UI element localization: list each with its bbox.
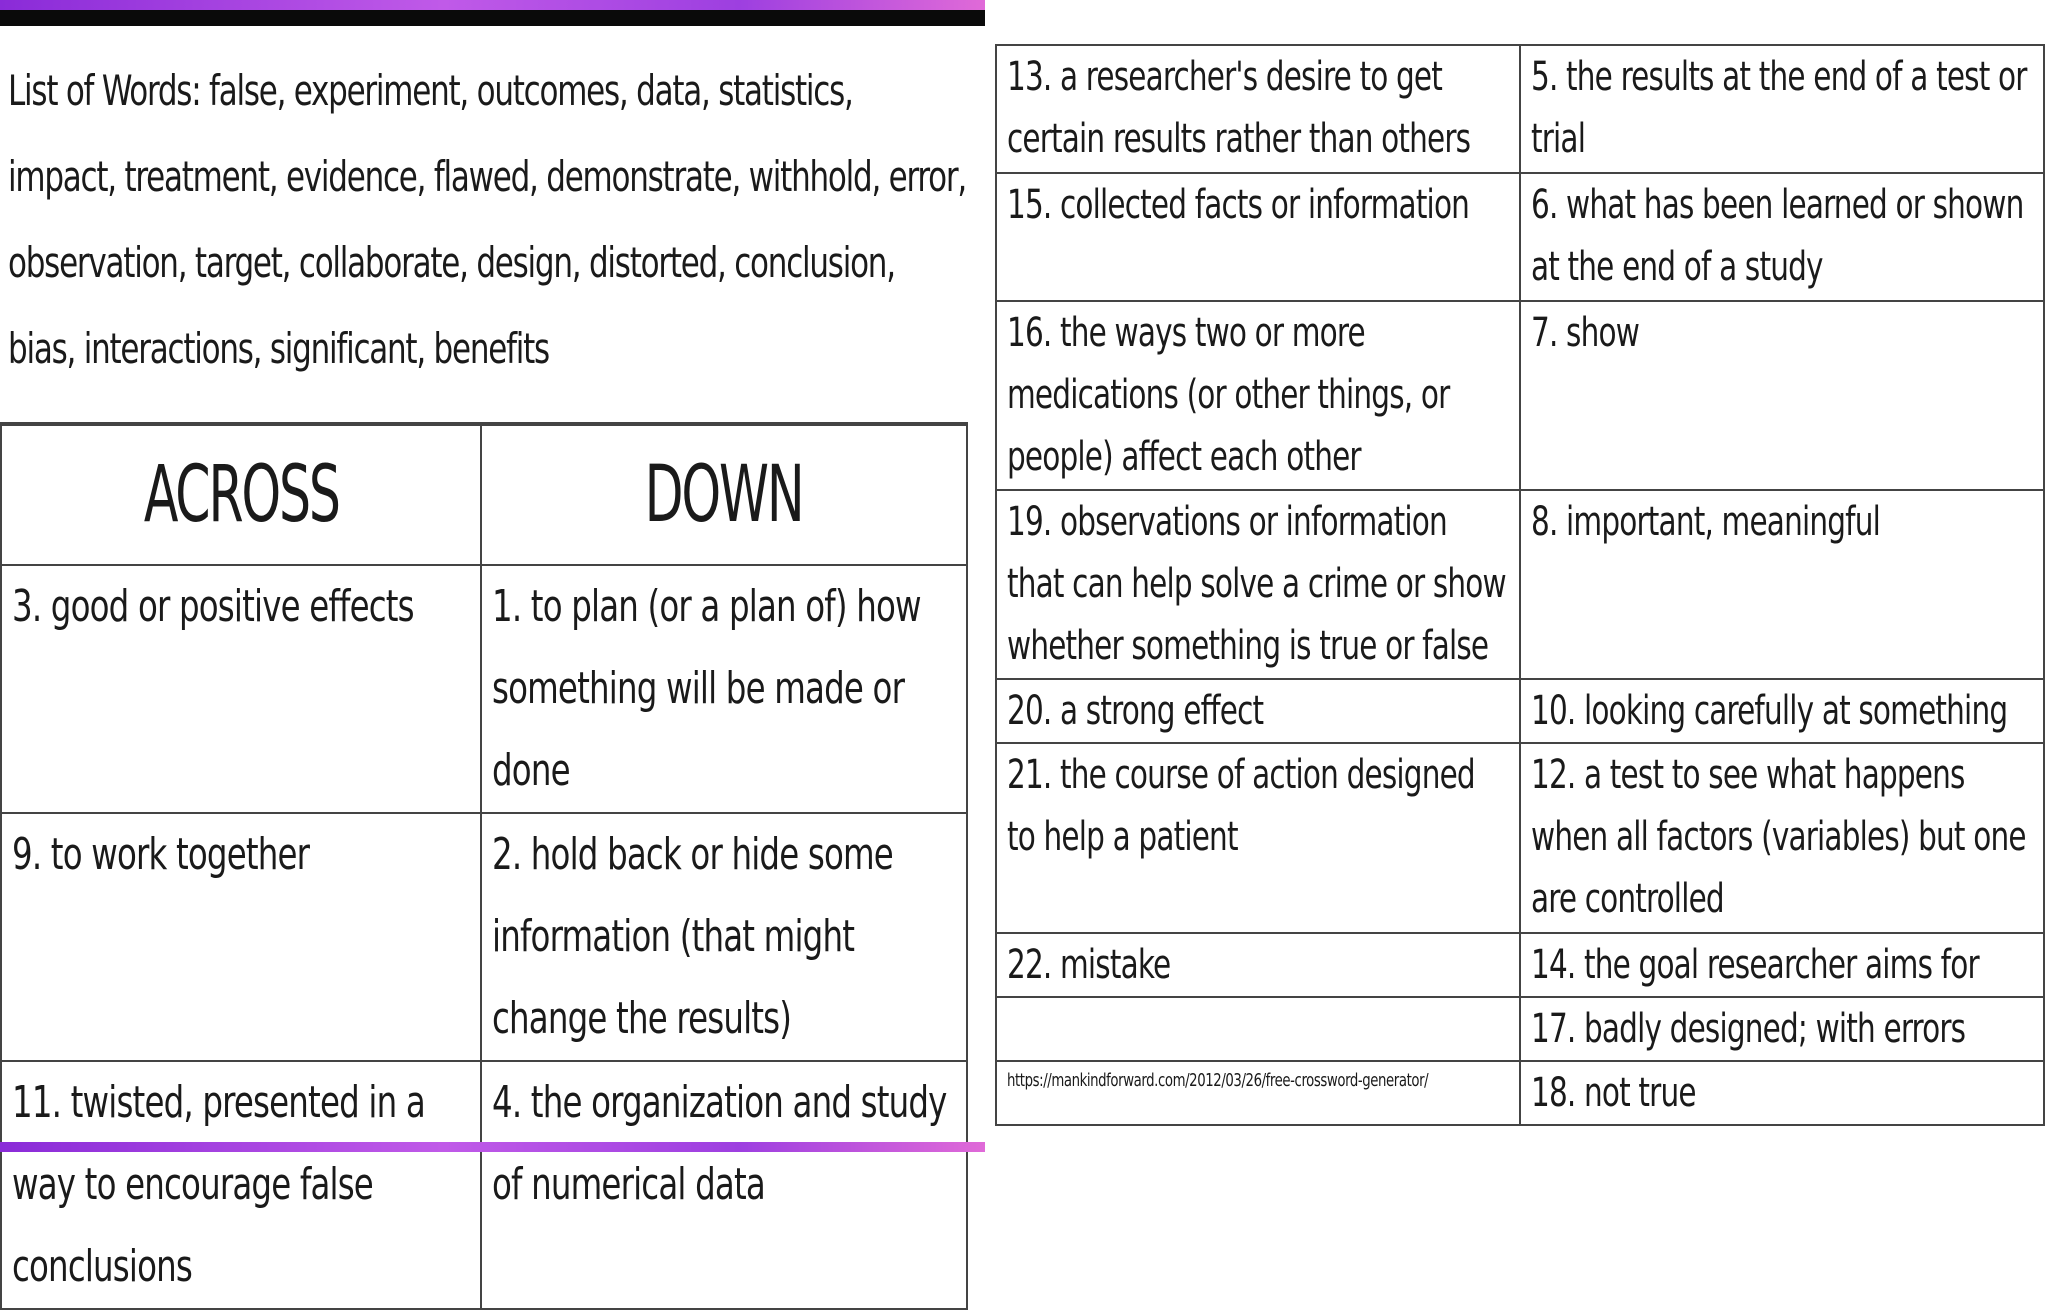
across-clue: 13. a researcher's desire to get certain results rather than others: [996, 45, 1520, 173]
table-row: [996, 933, 2044, 997]
clues-table-right: [995, 44, 2045, 1126]
table-row: [996, 301, 2044, 490]
table-row: [996, 173, 2044, 301]
across-clue: 11. twisted, presented in a way to encourage false conclusions: [1, 1061, 481, 1309]
down-clue: 7. show: [1520, 301, 2044, 490]
table-row: [996, 490, 2044, 679]
down-clue: 2. hold back or hide some information (that might change the results): [481, 813, 967, 1061]
table-row: [996, 743, 2044, 933]
down-header: DOWN: [481, 424, 967, 565]
down-clue: 12. a test to see what happens when all factors (variables) but one are controlled: [1520, 743, 2044, 933]
table-header-row: [1, 424, 967, 565]
table-row: [996, 45, 2044, 173]
across-clue: 21. the course of action designed to help a patient: [996, 743, 1520, 933]
table-row: [1, 813, 967, 1061]
top-divider-bar: [0, 10, 985, 26]
down-clue: 10. looking carefully at something: [1520, 679, 2044, 743]
table-row: [996, 997, 2044, 1061]
clues-table-left: [0, 422, 968, 1310]
table-row: [996, 1061, 2044, 1125]
across-clue: [996, 997, 1520, 1061]
down-clue: 17. badly designed; with errors: [1520, 997, 2044, 1061]
across-clue: 9. to work together: [1, 813, 481, 1061]
across-header: ACROSS: [1, 424, 481, 565]
down-clue: 6. what has been learned or shown at the end of a study: [1520, 173, 2044, 301]
across-clue: 20. a strong effect: [996, 679, 1520, 743]
across-clue: 19. observations or information that can help solve a crime or show whether something is true or false: [996, 490, 1520, 679]
across-clue: 3. good or positive effects: [1, 565, 481, 813]
credit-url: https://mankindforward.com/2012/03/26/free-crossword-generator/: [1007, 1070, 1429, 1091]
down-clue: 4. the organization and study of numerical data: [481, 1061, 967, 1309]
down-clue: 14. the goal researcher aims for: [1520, 933, 2044, 997]
down-clue: 18. not true: [1520, 1061, 2044, 1125]
table-row: [1, 1061, 967, 1309]
across-clue: 16. the ways two or more medications (or other things, or people) affect each other: [996, 301, 1520, 490]
table-row: [996, 679, 2044, 743]
word-list: List of Words: false, experiment, outcomes, data, statistics, impact, treatment, evidence, flawed, demonstrate, withhold, error, observation, target, collaborate, design, distorted, conclusion, bias, interactions, significant, benefits: [8, 66, 966, 373]
down-clue: 1. to plan (or a plan of) how something will be made or done: [481, 565, 967, 813]
table-row: [1, 565, 967, 813]
credit-cell: [996, 1061, 1520, 1125]
down-clue: 8. important, meaningful: [1520, 490, 2044, 679]
across-clue: 15. collected facts or information: [996, 173, 1520, 301]
down-clue: 5. the results at the end of a test or trial: [1520, 45, 2044, 173]
bottom-accent-bar: [0, 1142, 985, 1152]
across-clue: 22. mistake: [996, 933, 1520, 997]
